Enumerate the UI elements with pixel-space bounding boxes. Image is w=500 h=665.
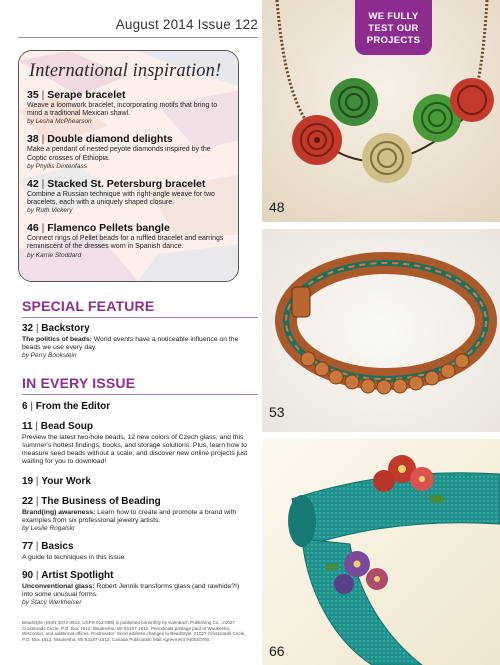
entry-page: 11 [22, 421, 33, 432]
entry-description [22, 583, 252, 599]
article-title: Double diamond delights [47, 133, 173, 146]
article-byline: by Phyllis Dintenfass [27, 162, 87, 170]
article-page: 35 [27, 89, 39, 101]
pipe-divider: | [33, 541, 42, 552]
article-byline: by Ruth Vickery [27, 207, 73, 215]
pipe-divider: | [38, 133, 48, 146]
entry-desc-text: Robert Jennik transforms glass (and rawhide?!) into some unusual forms. [22, 583, 240, 598]
entry-title: Bead Soup [40, 421, 93, 432]
header-divider [18, 37, 258, 38]
pipe-divider: | [38, 89, 48, 101]
article-title: Flamenco Pellets bangle [47, 222, 170, 235]
entry-lead: Unconventional glass: [22, 583, 95, 590]
article-item[interactable] [27, 133, 230, 170]
article-byline: by Karrie Stoddard [27, 251, 82, 259]
international-inspiration-box [18, 50, 239, 282]
entry-page: 90 [22, 570, 34, 581]
pipe-divider: | [38, 177, 48, 190]
issue-entry[interactable] [22, 421, 252, 466]
entry-title: From the Editor [35, 401, 111, 412]
pipe-divider: | [33, 476, 42, 487]
pipe-divider: | [38, 222, 48, 235]
badge-line: PROJECTS [366, 35, 421, 46]
pipe-divider: | [33, 570, 42, 581]
every-issue-rule [22, 394, 258, 395]
article-description: Connect rings of Pellet beads for a ruffled bracelet and earrings reminiscent of the dresses worn in Spanish dance. [27, 235, 224, 251]
issue-entry[interactable] [22, 496, 252, 533]
photo-teal-cuff[interactable] [262, 439, 500, 665]
photo-page-number: 48 [269, 199, 285, 215]
special-feature-rule [22, 317, 258, 318]
rose-bead-gold [362, 133, 412, 183]
copper-bracelet-illustration [262, 229, 500, 432]
teal-cuff-illustration [262, 439, 500, 665]
entry-heading [22, 421, 252, 433]
international-title: International inspiration! [29, 61, 222, 81]
pipe-divider: | [32, 421, 41, 432]
entry-page: 77 [22, 541, 34, 552]
article-heading [27, 89, 230, 101]
pipe-divider: | [33, 496, 42, 507]
every-issue-heading: IN EVERY ISSUE [22, 375, 136, 391]
article-page: 46 [27, 222, 39, 235]
entry-page: 19 [22, 476, 34, 487]
entry-title: Artist Spotlight [41, 570, 114, 581]
entry-byline: by Stacy Werkheiser [22, 599, 82, 606]
entry-heading [22, 570, 252, 582]
entry-description [22, 509, 252, 525]
article-title: Stacked St. Petersburg bracelet [47, 177, 206, 190]
photo-page-number: 66 [269, 643, 285, 659]
article-item[interactable] [27, 178, 230, 215]
pipe-divider: | [33, 323, 42, 334]
issue-entry[interactable] [22, 401, 252, 413]
bracelet-clasp [292, 287, 310, 317]
entry-description [22, 336, 252, 352]
entry-title: Basics [41, 541, 74, 552]
entry-page: 22 [22, 496, 34, 507]
entry-title: The Business of Beading [41, 496, 161, 507]
entry-page: 32 [22, 323, 34, 334]
pipe-divider: | [27, 401, 36, 412]
article-heading [27, 222, 230, 234]
badge-line: TEST OUR [368, 23, 419, 34]
article-item[interactable] [27, 222, 230, 259]
entry-byline: by Leslie Rogalski [22, 525, 75, 532]
rose-bead-red-2 [450, 78, 494, 122]
photo-page-number: 53 [269, 404, 285, 420]
entry-heading [22, 541, 252, 553]
entry-desc-text: World events have a noticeable influence on the beads we use every day. [22, 336, 239, 351]
publication-fine-print: BeadStyle (ISSN 1072-4613, USPS 012-098) is published bimonthly by Kalmbach Publishing Co., 21027 Crossroads Circle, P.O. Box 1612, Waukesha, WI 53187-1612. Periodicals postage paid at Waukesha, Wisconsin, and additional offices. Postmaster: Send address changes to BeadStyle, 21027 Crossroads Circle, P.O. Box 1612, Waukesha, WI 53187-1612. Canada Publication Mail Agreement #40010760. [22, 620, 246, 642]
badge-line: WE FULLY [368, 11, 419, 22]
photo-copper-bracelet[interactable] [262, 229, 500, 432]
entry-title: Backstory [41, 323, 90, 334]
article-description: Combine a Russian technique with right-angle weave for two bracelets, each with a uniquely shaped closure. [27, 190, 215, 207]
entry-heading [22, 323, 252, 335]
article-byline: by Lesha McPhearson [27, 118, 92, 126]
entry-byline: by Perry Bookstein [22, 352, 77, 359]
article-title: Serape bracelet [47, 89, 126, 101]
entry-description: A guide to techniques in this issue [22, 554, 125, 561]
article-page: 38 [27, 133, 39, 146]
tested-projects-badge [355, 0, 432, 55]
entry-title: Your Work [41, 476, 91, 487]
article-description: Weave a loomwork bracelet, incorporating motifs that bring to mind a traditional Mexican shawl. [27, 102, 218, 118]
entry-lead: The politics of beads: [22, 336, 92, 343]
issue-entry[interactable] [22, 570, 252, 607]
article-item[interactable] [27, 89, 230, 126]
issue-entry[interactable] [22, 476, 252, 488]
entry-heading [22, 496, 252, 508]
entry-description: Preview the latest two-hole beads, 12 new colors of Czech glass, and this summer's hottest findings, books, and storage solutions. Plus, learn how to measure seed beads without a scale, and discover new online projects just waiting for you to download! [22, 434, 248, 465]
entry-lead: Brand(ing) awareness: [22, 509, 96, 516]
special-feature-heading: SPECIAL FEATURE [22, 298, 155, 314]
entry-desc-text: Learn how to create and promote a brand with examples from six professional jewelry artists. [22, 509, 237, 524]
article-heading [27, 133, 230, 145]
entry-heading [22, 476, 252, 488]
special-feature-entry[interactable] [22, 323, 252, 360]
article-heading [27, 178, 230, 190]
entry-page: 6 [22, 401, 28, 412]
entry-heading [22, 401, 252, 413]
issue-entry[interactable] [22, 541, 252, 562]
rose-bead-red [292, 115, 342, 165]
rose-bead-green [330, 78, 378, 126]
issue-line: August 2014 Issue 122 [115, 17, 258, 32]
article-description: Make a pendant of nested peyote diamonds inspired by the Coptic crosses of Ethiopia. [27, 146, 211, 162]
article-page: 42 [27, 177, 39, 190]
